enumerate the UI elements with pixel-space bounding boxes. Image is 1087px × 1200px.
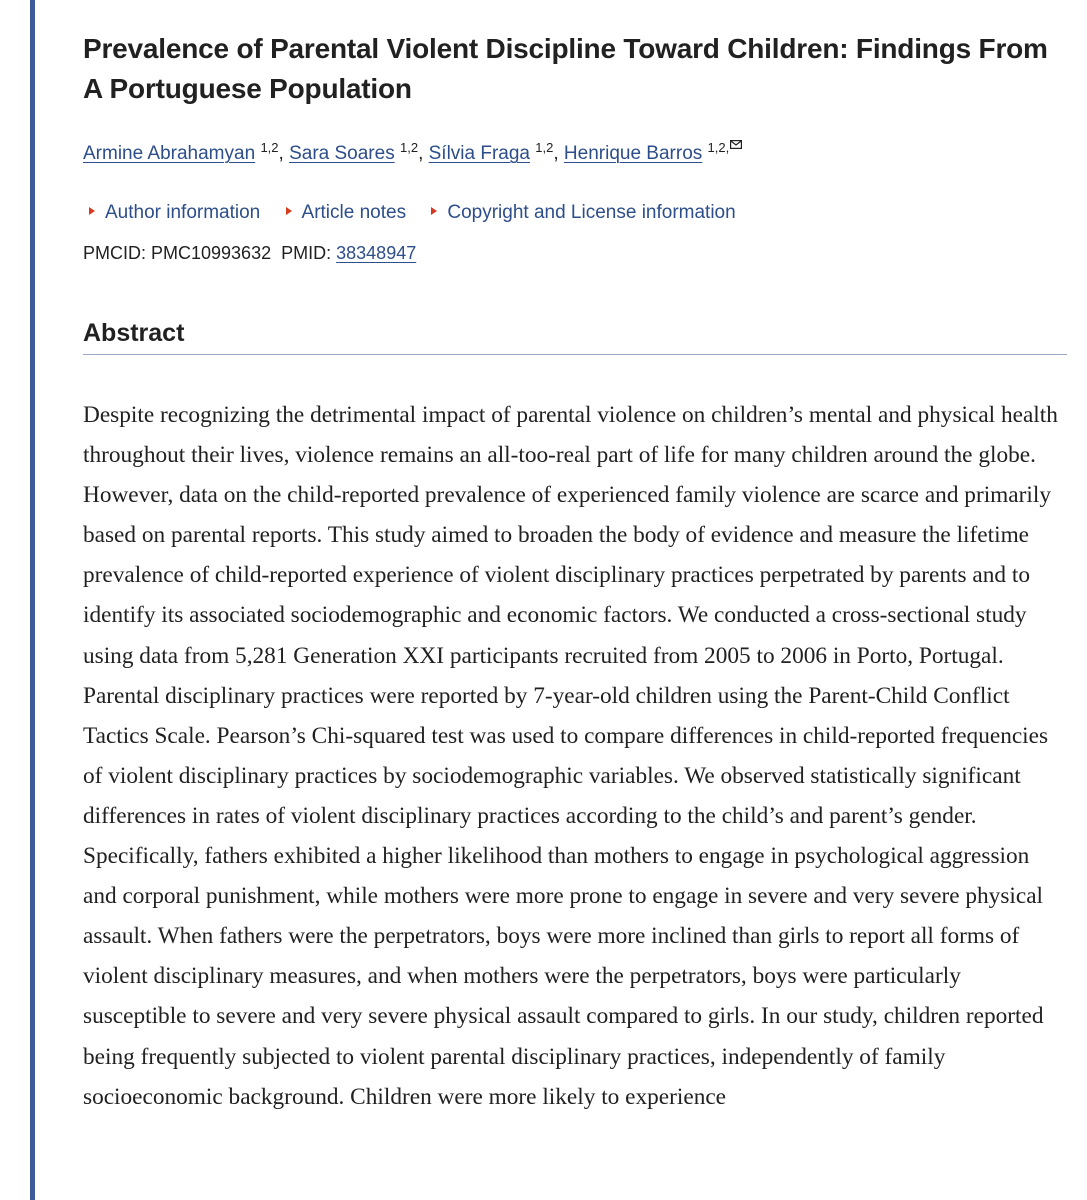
author-information-label: Author information bbox=[105, 202, 261, 223]
author-separator: , bbox=[278, 143, 284, 164]
article-content bbox=[83, 0, 1067, 1140]
article-info-links bbox=[83, 200, 1067, 226]
article-notes-label: Article notes bbox=[301, 202, 407, 223]
author-affiliation: 1,2 bbox=[260, 140, 279, 155]
article-title: Prevalence of Parental Violent Discipline Toward Children: Findings From A Portuguese Population bbox=[83, 33, 1048, 104]
expand-triangle-icon bbox=[286, 207, 292, 215]
author-link-fraga[interactable]: Sílvia Fraga bbox=[428, 143, 530, 164]
article-identifiers bbox=[83, 240, 1067, 266]
copyright-license-toggle[interactable] bbox=[425, 200, 735, 226]
pmcid: PMCID: PMC10993632 bbox=[83, 243, 272, 263]
pmid-link[interactable]: 38348947 bbox=[336, 243, 417, 263]
author-link-soares[interactable]: Sara Soares bbox=[289, 143, 395, 164]
author-link-abrahamyan[interactable]: Armine Abrahamyan bbox=[83, 143, 256, 164]
author-information-toggle[interactable] bbox=[83, 200, 260, 226]
author-affiliation: 1,2 bbox=[535, 140, 554, 155]
pmid-label: PMID: bbox=[281, 243, 332, 263]
article-notes-toggle[interactable] bbox=[280, 200, 407, 226]
author-affiliation: 1,2, bbox=[707, 140, 730, 155]
author-list bbox=[83, 140, 1067, 167]
expand-triangle-icon bbox=[89, 207, 95, 215]
abstract-heading: Abstract bbox=[83, 316, 1067, 355]
envelope-icon[interactable] bbox=[730, 140, 742, 149]
author-affiliation: 1,2 bbox=[399, 140, 419, 155]
abstract-paragraph: Despite recognizing the detrimental impact of parental violence on children’s mental and physical health throughout their lives, violence remains an all-too-real part of life for many children around the globe. However, data on the child-reported prevalence of experienced family violence are scarce and primarily based on parental reports. This study aimed to broaden the body of evidence and measure the lifetime prevalence of child-reported experience of violent disciplinary practices perpetrated by parents and to identify its associated sociodemographic and economic factors. We conducted a cross-sectional study using data from 5,281 Generation XXI participants recruited from 2005 to 2006 in Porto, Portugal. Parental disciplinary practices were reported by 7-year-old children using the Parent-Child Conflict Tactics Scale. Pearson’s Chi-squared test was used to compare differences in child-reported frequencies of violent disciplinary practices by sociodemographic variables. We observed statistically significant differences in rates of violent disciplinary practices according to the child’s and parent’s gender. Specifically, fathers exhibited a higher likelihood than mothers to engage in psychological aggression and corporal punishment, while mothers were more prone to engage in severe and very severe physical assault. When fathers were the perpetrators, boys were more inclined than girls to report all forms of violent disciplinary measures, and when mothers were the perpetrators, boys were particularly susceptible to severe and very severe physical assault compared to girls. In our study, children reported being frequently subjected to violent parental disciplinary practices, independently of family socioeconomic background. Children were more likely to experience bbox=[83, 402, 1058, 1110]
expand-triangle-icon bbox=[431, 207, 437, 215]
author-link-barros[interactable]: Henrique Barros bbox=[563, 143, 703, 164]
copyright-license-label: Copyright and License information bbox=[447, 202, 736, 223]
author-separator: , bbox=[553, 143, 559, 164]
left-accent-bar bbox=[30, 0, 35, 1200]
author-separator: , bbox=[418, 143, 424, 164]
